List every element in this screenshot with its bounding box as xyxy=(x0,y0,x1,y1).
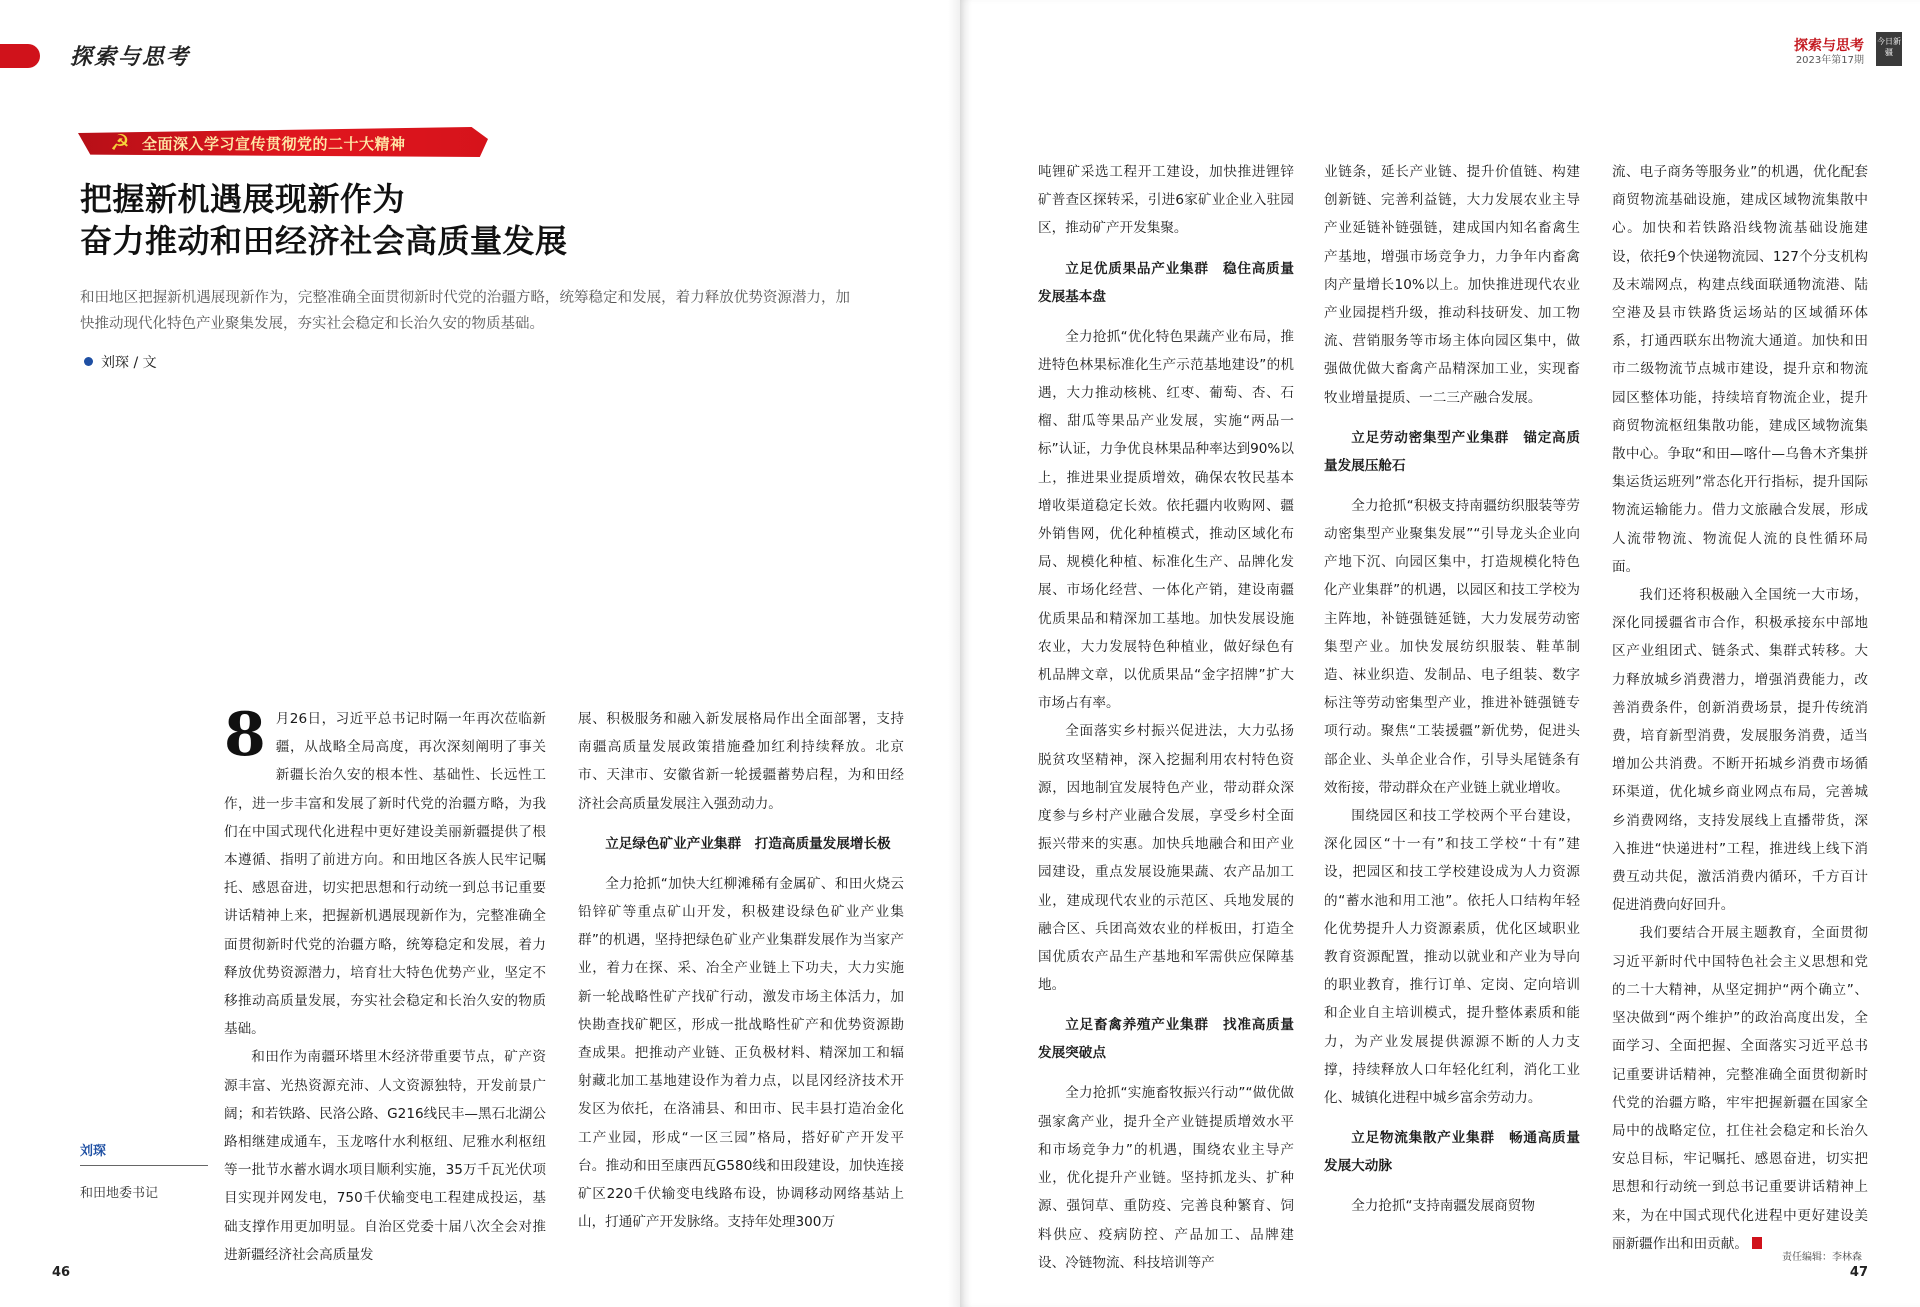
paragraph: 流、电子商务等服务业”的机遇，优化配套商贸物流基础设施，建成区域物流集散中心。加快和若铁路沿线物流基础设施建设，依托9个快递物流园、127个分支机构及末端网点，构建点线面联通物流港、陆空港及县市铁路货运场站的区域循环体系，打通西联东出物流大通道。加快和田市二级物流节点城市建设，提升京和物流园区整体功能，持续培育物流企业，提升商贸物流枢纽集散功能，建成区域物流集散中心。争取“和田—喀什—乌鲁木齐集拼集运货运班列”常态化开行指标，提升国际物流运输能力。借力文旅融合发展，形成人流带物流、物流促人流的良性循环局面。 xyxy=(1612,164,1868,575)
paragraph: 围绕园区和技工学校两个平台建设，深化园区“十一有”和技工学校“十有”建设，把园区和技工学校建设成为人力资源的“蓄水池和用工池”。依托人口结构年轻化优势提升人力资源素质，优化区域职业教育资源配置，推动以就业和产业为导向的职业教育，推行订单、定岗、定向培训和企业自主培训模式，提升整体素质和能力，为产业发展提供源源不断的人力支撑，持续释放人口年轻化红利，消化工业化、城镇化进程中城乡富余劳动力。 xyxy=(1324,808,1580,1107)
page-number-left: 46 xyxy=(52,1265,71,1280)
running-head-title: 探索与思考 xyxy=(1794,38,1864,54)
subheading-text: 立足优质果品产业集群 稳住高质量发展基本盘 xyxy=(1038,260,1294,305)
paragraph: 全力抢抓“实施畜牧振兴行动”“做优做强家禽产业，提升全产业链提质增效水平和市场竞争力”的机遇，围绕农业主导产业，优化提升产业链。坚持抓龙头、扩种源、强饲草、重防疫、完善良种繁育、饲料供应、疫病防控、产品加工、品牌建设、冷链物流、科技培训等产 xyxy=(1038,1085,1294,1271)
author-box xyxy=(80,1140,208,1201)
section-tab xyxy=(0,44,40,68)
paragraph-text: 月26日，习近平总书记时隔一年再次莅临新疆，从战略全局高度，再次深刻阐明了事关新疆长治久安的根本性、基础性、长远性工作，进一步丰富和发展了新时代党的治疆方略，为我们在中国式现代化进程中更好建设美丽新疆提供了根本遵循、指明了前进方向。和田地区各族人民牢记嘱托、感恩奋进，切实把思想和行动统一到总书记重要讲话精神上来，把握新机遇展现新作为，完整准确全面贯彻新时代党的治疆方略，统筹稳定和发展，着力释放优势资源潜力，培育壮大特色优势产业，坚定不移推动高质量发展，夯实社会稳定和长治久安的物质基础。 xyxy=(224,711,546,1038)
headline-line-1: 把握新机遇展现新作为 xyxy=(80,180,406,218)
lede: 和田地区把握新机遇展现新作为，完整准确全面贯彻新时代党的治疆方略，统筹稳定和发展，着力释放优势资源潜力，加快推动现代化特色产业聚集发展，夯实社会稳定和长治久安的物质基础。 xyxy=(80,290,850,332)
author-role: 和田地委书记 xyxy=(80,1186,159,1201)
body-column-4 xyxy=(1324,158,1580,1221)
paragraph: 展、积极服务和融入新发展格局作出全面部署，支持南疆高质量发展政策措施叠加红利持续释放。北京市、天津市、安徽省新一轮援疆蓄势启程，为和田经济社会高质量发展注入强劲动力。 xyxy=(578,711,904,812)
paragraph: 全力抢抓“支持南疆发展商贸物 xyxy=(1351,1198,1535,1215)
subheading-text: 立足劳动密集型产业集群 锚定高质量发展压舱石 xyxy=(1324,429,1580,474)
drop-cap: 8 xyxy=(224,700,266,770)
running-head-right xyxy=(1794,38,1864,67)
headline xyxy=(80,178,840,262)
gutter-shadow xyxy=(948,0,972,1307)
paragraph xyxy=(224,700,546,1043)
subheading xyxy=(1324,424,1580,480)
headline-line-2: 奋力推动和田经济社会高质量发展 xyxy=(80,222,568,260)
body-column-2 xyxy=(578,705,904,1236)
paragraph: 业链条，延长产业链、提升价值链、构建创新链、完善利益链，大力发展农业主导产业延链补链强链，建成国内知名畜禽生产基地，增强市场竞争力，力争年内畜禽肉产量增长10%以上。加快推进现代农业产业园提档升级，推动科技研发、加工物流、营销服务等市场主体向园区集中，做强做优做大畜禽产品精深加工业，实现畜牧业增量提质、一二三产融合发展。 xyxy=(1324,164,1580,406)
paragraph: 全力抢抓“加快大红柳滩稀有金属矿、和田火烧云铅锌矿等重点矿山开发，积极建设绿色矿业产业集群”的机遇，坚持把绿色矿业产业集群发展作为当家产业，着力在探、采、冶全产业链上下功夫，大力实施新一轮战略性矿产找矿行动，激发市场主体活力，加快勘查找矿靶区，形成一批战略性矿产和优势资源勘查成果。把推动产业链、正负极材料、精深加工和辐射藏北加工基地建设作为着力点，以昆冈经济技术开发区为依托，在洛浦县、和田市、民丰县打造冶金化工产业园，形成“一区三园”格局，搭好矿产开发平台。推动和田至康西瓦G580线和田段建设，加快连接矿区220千伏输变电线路布设，协调移动网络基站上山，打通矿产开发脉络。支持年处理300万 xyxy=(578,875,904,1231)
subheading-text: 立足绿色矿业产业集群 打造高质量发展增长极 xyxy=(605,835,891,852)
subheading xyxy=(578,830,904,858)
subheading-text: 立足物流集散产业集群 畅通高质量发展大动脉 xyxy=(1324,1130,1580,1175)
byline-text: 刘琛 / 文 xyxy=(101,355,157,371)
paragraph xyxy=(1612,919,1868,1257)
paragraph: 全力抢抓“优化特色果蔬产业布局，推进特色林果标准化生产示范基地建设”的机遇，大力推动核桃、红枣、葡萄、杏、石榴、甜瓜等果品产业发展，实施“两品一标”认证，力争优良林果品种率达到90%以上，推进果业提质增效，确保农牧民基本增收渠道稳定长效。依托疆内收购网、疆外销售网，优化种植模式，推动区域化布局、规模化种植、标准化生产、品牌化发展、市场化经营、一体化产销，建设南疆优质果品和精深加工基地。加快发展设施农业，大力发展特色种植业，做好绿色有机品牌文章，以优质果品“金字招牌”扩大市场占有率。 xyxy=(1038,328,1294,712)
end-mark-icon xyxy=(1752,1237,1762,1249)
body-column-5 xyxy=(1612,158,1868,1258)
body-column-1 xyxy=(224,700,546,1269)
subheading-text: 立足畜禽养殖产业集群 找准高质量发展突破点 xyxy=(1038,1017,1294,1062)
byline xyxy=(84,352,157,372)
paragraph: 吨锂矿采选工程开工建设，加快推进锂锌矿普查区探转采，引进6家矿业企业入驻园区，推动矿产开发集聚。 xyxy=(1038,164,1294,237)
subheading xyxy=(1038,255,1294,311)
paragraph: 我们还将积极融入全国统一大市场，深化同援疆省市合作，积极承接东中部地区产业组团式、链条式、集群式转移。大力释放城乡消费潜力，增强消费能力，改善消费条件，创新消费场景，提升传统消费，培育新型消费，发展服务消费，适当增加公共消费。不断开拓城乡消费市场循环渠道，优化城乡商业网点布局，完善城乡消费网络，支持发展线上直播带货，深入推进“快递进村”工程，推进线上线下消费互动共促，激活消费内循环，千方百计促进消费向好回升。 xyxy=(1612,587,1868,914)
subheading xyxy=(1038,1011,1294,1067)
subheading xyxy=(1324,1124,1580,1180)
paragraph: 全面落实乡村振兴促进法，大力弘扬脱贫攻坚精神，深入挖掘利用农村特色资源，因地制宜发展特色产业，带动群众深度参与乡村产业融合发展，享受乡村全面振兴带来的实惠。加快兵地融合和田产业园建设，重点发展设施果蔬、农产品加工业，建成现代农业的示范区、兵地发展的融合区、兵团高效农业的样板田，打造全国优质农产品生产基地和军需供应保障基地。 xyxy=(1038,723,1294,994)
paragraph: 和田作为南疆环塔里木经济带重要节点，矿产资源丰富、光热资源充沛、人文资源独特，开发前景广阔；和若铁路、民洛公路、G216线民丰—黑石北湖公路相继建成通车，玉龙喀什水利枢纽、尼雅水利枢纽等一批节水蓄水调水项目顺利实施，35万千瓦光伏项目实现并网发电，750千伏输变电工程建成投运，基础支撑作用更加明显。自治区党委十届八次全会对推进新疆经济社会高质量发 xyxy=(224,1049,546,1263)
running-head-left: 探索与思考 xyxy=(70,44,191,70)
author-name: 刘琛 xyxy=(80,1140,208,1166)
body-column-3 xyxy=(1038,158,1294,1277)
paragraph: 全力抢抓“积极支持南疆纺织服装等劳动密集型产业聚集发展”“引导龙头企业向产地下沉、向园区集中，打造规模化特色化产业集群”的机遇，以园区和技工学校为主阵地，补链强链延链，大力发展劳动密集型产业。加快发展纺织服装、鞋革制造、袜业织造、发制品、电子组装、数字标注等劳动密集型产业，推进补链强链专项行动。聚焦“工装援疆”新优势，促进头部企业、头单企业合作，引导头尾链条有效衔接，带动群众在产业链上就业增收。 xyxy=(1324,497,1580,796)
paragraph-text: 我们要结合开展主题教育，全面贯彻习近平新时代中国特色社会主义思想和党的二十大精神，从坚定拥护“两个确立”、坚决做到“两个维护”的政治高度出发，全面学习、全面把握、全面落实习近平总书记重要讲话精神，完整准确全面贯彻新时代党的治疆方略，牢牢把握新疆在国家全局中的战略定位，扛住社会稳定和长治久安总目标，牢记嘱托、感恩奋进，切实把思想和行动统一到总书记重要讲话精神上来，为在中国式现代化进程中更好建设美丽新疆作出和田贡献。 xyxy=(1612,925,1868,1252)
banner-text: 全面深入学习宣传贯彻党的二十大精神 xyxy=(142,135,406,153)
byline-bullet-icon xyxy=(84,357,93,366)
party-emblem-icon: ☭ xyxy=(110,131,130,156)
page-number-right: 47 xyxy=(1849,1265,1868,1280)
magazine-logo: 今日新疆 xyxy=(1876,32,1902,66)
issue-label: 2023年第17期 xyxy=(1795,55,1864,66)
editor-credit: 责任编辑：李林森 xyxy=(1782,1252,1862,1263)
